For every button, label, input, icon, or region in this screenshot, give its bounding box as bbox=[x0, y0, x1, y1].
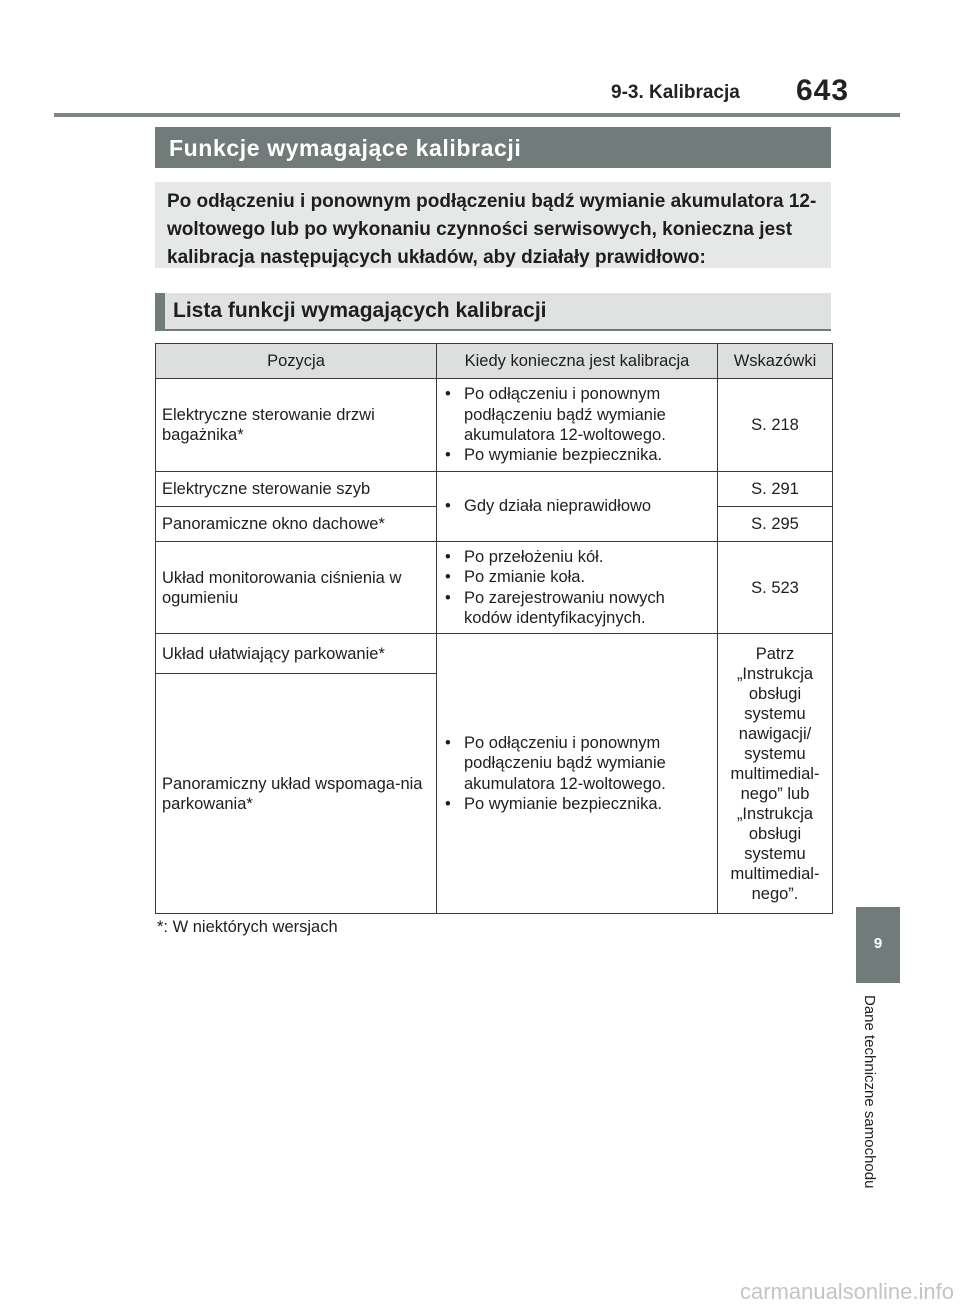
column-header: Kiedy konieczna jest kalibracja bbox=[437, 344, 718, 379]
position-cell: Elektryczne sterowanie szyb bbox=[156, 472, 437, 507]
chapter-tab-label: Dane techniczne samochodu bbox=[861, 995, 878, 1189]
footnote: *: W niektórych wersjach bbox=[157, 918, 338, 936]
reference-cell: Patrz „Instrukcja obsługi systemu nawigacji/ systemu multimedial-nego” lub „Instrukcja obsługi systemu multimedial-nego”. bbox=[718, 634, 833, 914]
watermark: carmanualsonline.info bbox=[739, 1279, 954, 1304]
position-cell: Panoramiczne okno dachowe* bbox=[156, 507, 437, 542]
when-cell bbox=[437, 379, 718, 472]
page-number: 643 bbox=[796, 74, 850, 107]
when-cell bbox=[437, 634, 718, 914]
reference-cell: S. 218 bbox=[718, 379, 833, 472]
reference-cell: S. 523 bbox=[718, 542, 833, 634]
section-title: Funkcje wymagające kalibracji bbox=[155, 127, 831, 168]
subheading: Lista funkcji wymagających kalibracji bbox=[155, 293, 831, 331]
position-cell: Panoramiczny układ wspomaga-nia parkowania* bbox=[156, 674, 437, 914]
table-row bbox=[156, 542, 833, 634]
list-item: • Gdy działa nieprawidłowo bbox=[445, 496, 711, 516]
list-item: • Po zarejestrowaniu nowych kodów identyfikacyjnych. bbox=[445, 588, 711, 629]
section-header: 9-3. Kalibracja bbox=[611, 82, 740, 103]
table-header-row bbox=[156, 344, 833, 379]
chapter-tab-label-wrapper bbox=[860, 995, 896, 1223]
list-item: • Po odłączeniu i ponownym podłączeniu bądź wymianie akumulatora 12-woltowego. bbox=[445, 384, 711, 445]
list-item: • Po odłączeniu i ponownym podłączeniu bądź wymianie akumulatora 12-woltowego. bbox=[445, 733, 711, 794]
calibration-table bbox=[155, 343, 833, 914]
list-item: • Po zmianie koła. bbox=[445, 567, 711, 587]
when-cell bbox=[437, 542, 718, 634]
table-row bbox=[156, 379, 833, 472]
table-row bbox=[156, 472, 833, 507]
table-row bbox=[156, 634, 833, 674]
position-cell: Układ ułatwiający parkowanie* bbox=[156, 634, 437, 674]
intro-text: Po odłączeniu i ponownym podłączeniu bądź wymianie akumulatora 12-woltowego lub po wykonaniu czynności serwisowych, konieczna jest kalibracja następujących układów, aby działały prawidłowo: bbox=[155, 182, 831, 268]
when-cell bbox=[437, 472, 718, 542]
position-cell: Układ monitorowania ciśnienia w ogumieniu bbox=[156, 542, 437, 634]
reference-cell: S. 295 bbox=[718, 507, 833, 542]
position-cell: Elektryczne sterowanie drzwi bagażnika* bbox=[156, 379, 437, 472]
column-header: Wskazówki bbox=[718, 344, 833, 379]
list-item: • Po wymianie bezpiecznika. bbox=[445, 445, 711, 465]
header-divider bbox=[54, 113, 900, 117]
reference-cell: S. 291 bbox=[718, 472, 833, 507]
list-item: • Po wymianie bezpiecznika. bbox=[445, 794, 711, 814]
list-item: • Po przełożeniu kół. bbox=[445, 547, 711, 567]
chapter-tab-number: 9 bbox=[856, 907, 900, 983]
column-header: Pozycja bbox=[156, 344, 437, 379]
